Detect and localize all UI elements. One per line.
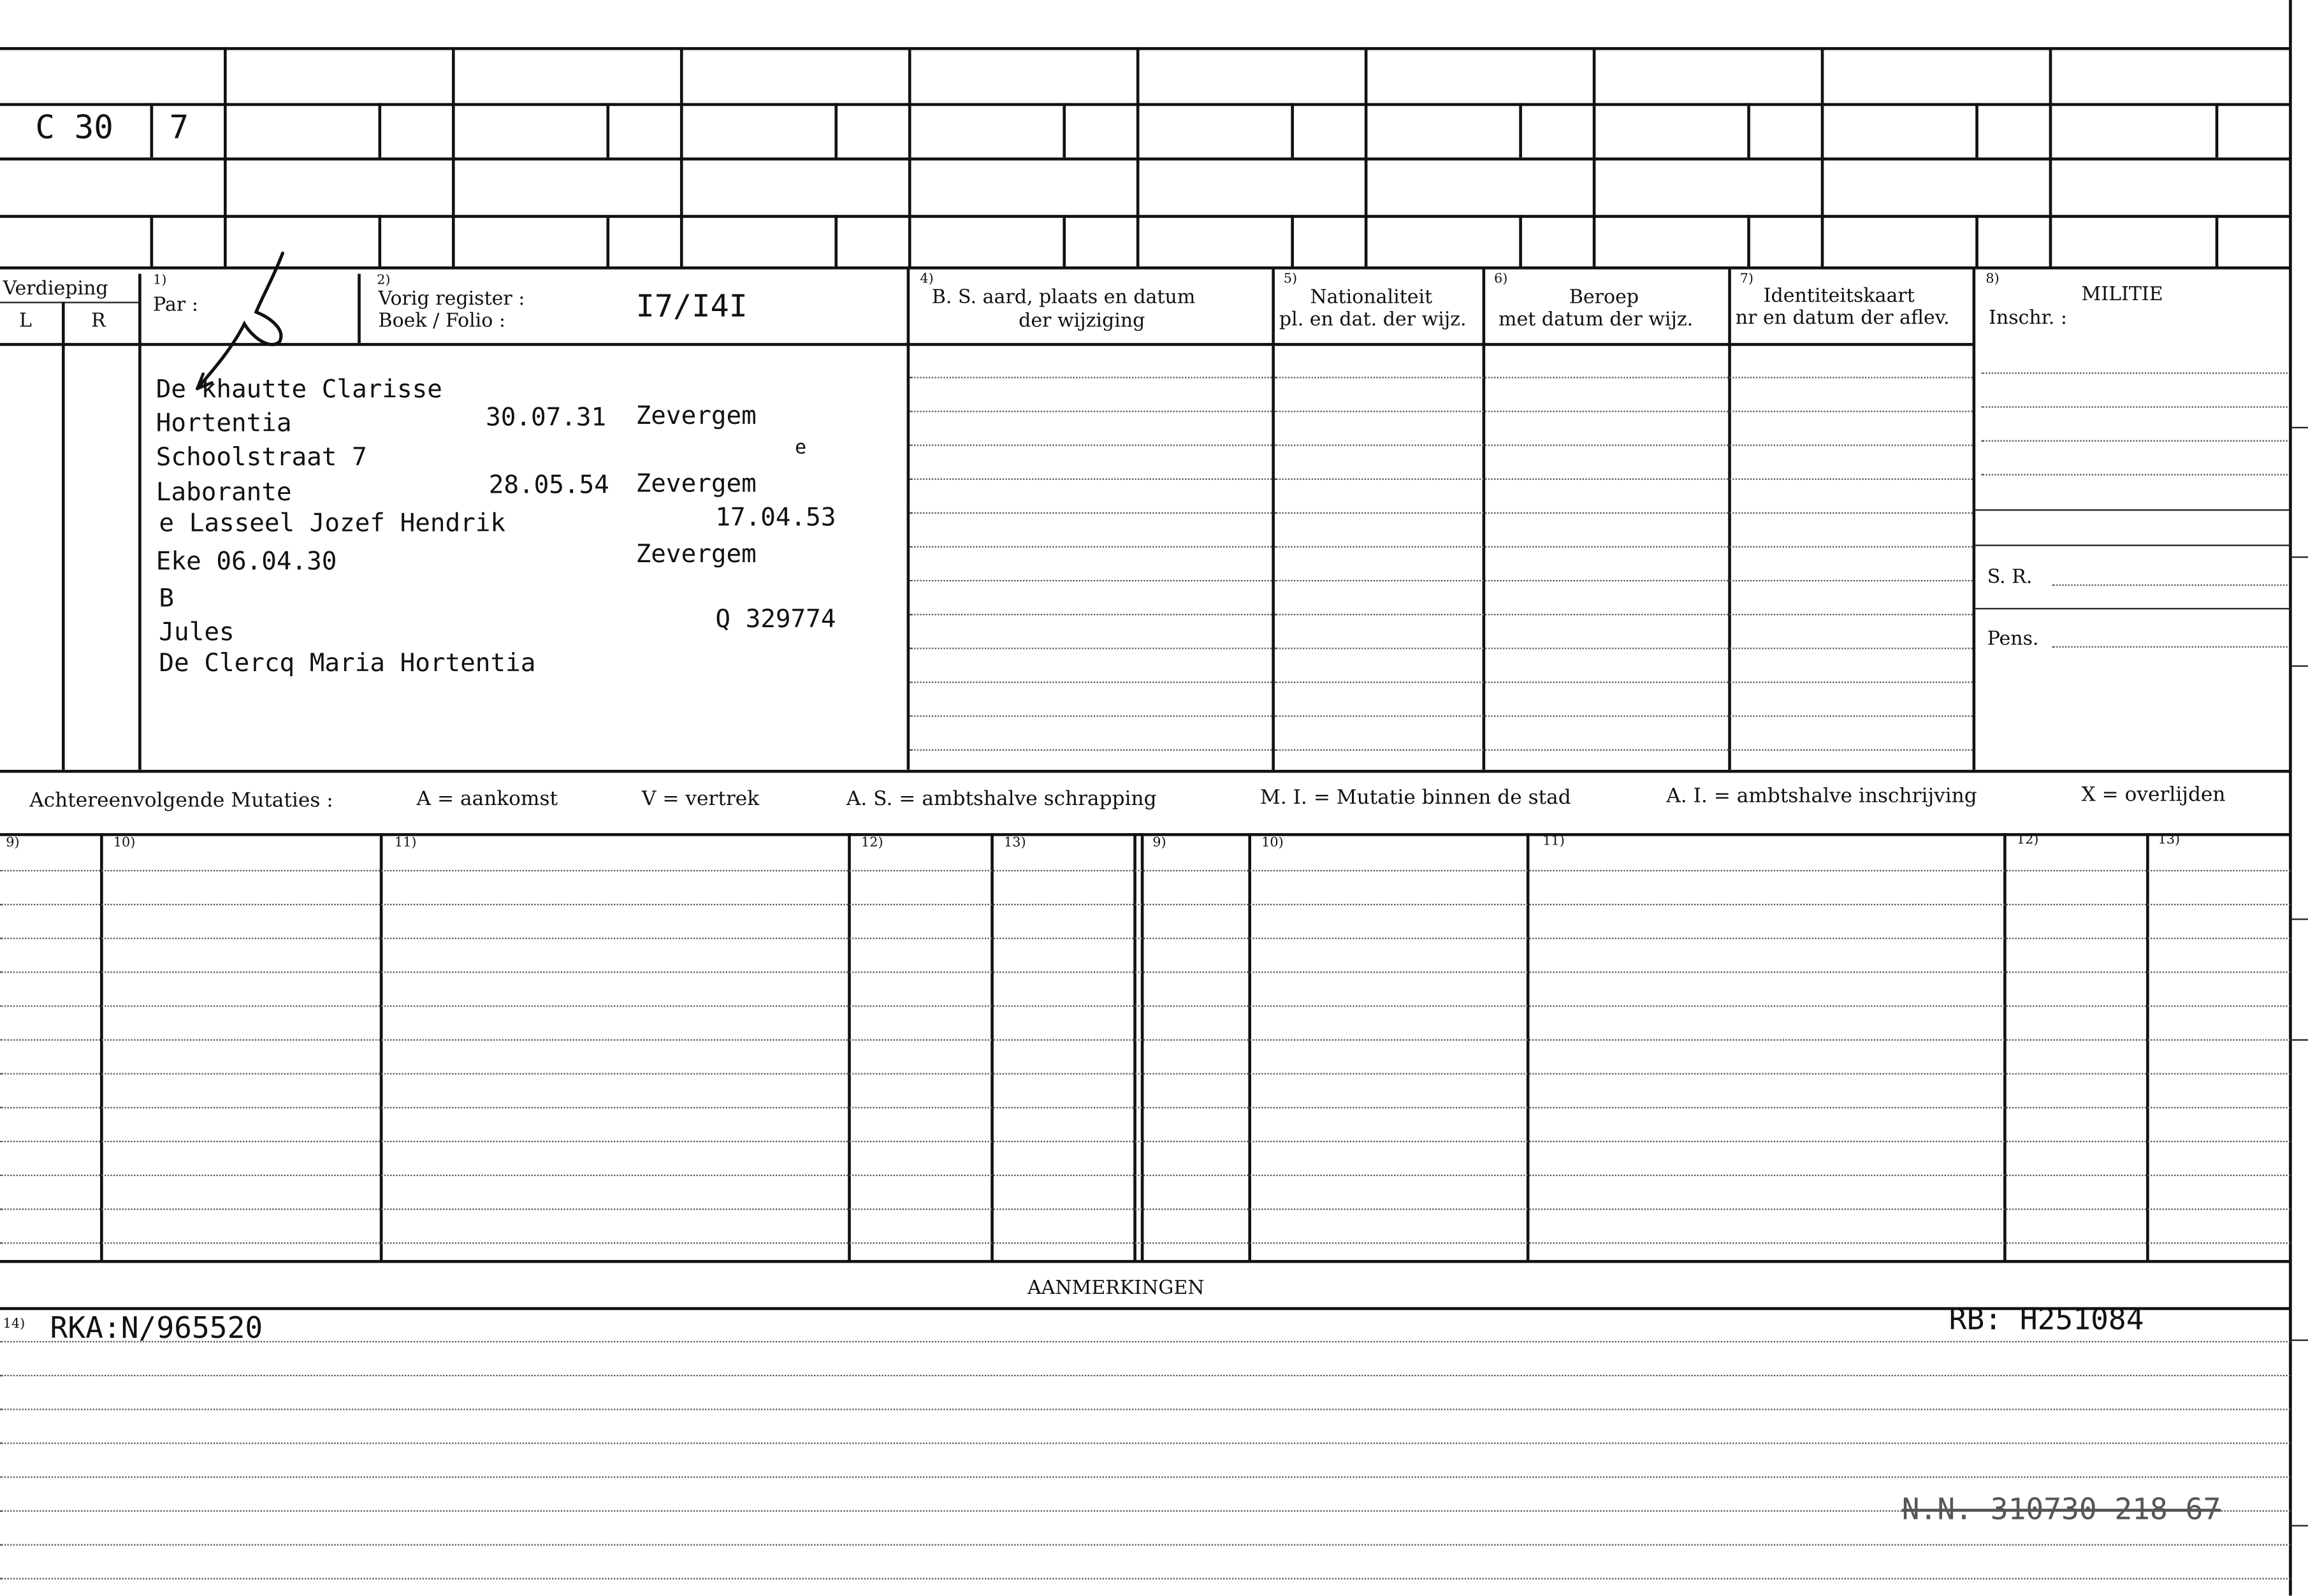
bs-label-line1: B. S. aard, plaats en datum [931, 287, 1196, 309]
person-line-6-place: Zevergem [635, 540, 757, 570]
nn-number: N.N. 310730 218 67 [1901, 1491, 2221, 1527]
mutaties-title: Achtereenvolgende Mutaties : [29, 788, 333, 813]
sr-label: S. R. [1987, 567, 2033, 589]
register-value: I7/I4I [635, 288, 748, 324]
l-label: L [19, 310, 32, 333]
person-line-4-date: 28.05.54 [488, 471, 609, 501]
nationaliteit-sublabel: pl. en dat. der wijz. [1279, 308, 1467, 331]
col-num-14: 14) [3, 1317, 25, 1333]
pens-label: Pens. [1987, 628, 2039, 651]
verdieping-label: Verdieping [3, 278, 108, 301]
col-num-7: 7) [1739, 272, 1754, 287]
code-c30: C 30 [35, 110, 113, 147]
mutatie-x: X = overlijden [2081, 783, 2226, 807]
militie-label: MILITIE [2081, 284, 2163, 307]
col-num-4: 4) [920, 272, 934, 287]
rb-number: RB: H251084 [1949, 1301, 2144, 1337]
person-line-9: De Clercq Maria Hortentia [159, 649, 536, 679]
mutatie-v: V = vertrek [641, 787, 760, 811]
identiteitskaart-sublabel: nr en datum der aflev. [1735, 307, 1950, 330]
person-line-3: Schoolstraat 7 [156, 443, 367, 473]
person-line-8-number: Q 329774 [715, 605, 836, 635]
mutatie-ai: A. I. = ambtshalve inschrijving [1666, 784, 1977, 808]
mut-col-9b: 9) [1152, 836, 1166, 851]
identiteitskaart-label: Identiteitskaart [1763, 286, 1915, 308]
col-num-8: 8) [1985, 272, 2000, 287]
person-line-2-date: 30.07.31 [486, 403, 607, 433]
col-num-1: 1) [153, 273, 167, 289]
mut-col-11a: 11) [394, 836, 417, 851]
nationaliteit-label: Nationaliteit [1310, 287, 1433, 309]
vorig-register-label: Vorig register : [378, 288, 525, 311]
beroep-sublabel: met datum der wijz. [1498, 308, 1694, 331]
person-line-4-place: Zevergem [635, 469, 757, 499]
rka-number: RKA:N/965520 [50, 1310, 263, 1346]
beroep-label: Beroep [1569, 287, 1639, 309]
mut-col-12a: 12) [860, 836, 883, 851]
code-7: 7 [169, 110, 189, 147]
person-line-8-name: Jules [159, 618, 235, 648]
inschr-label: Inschr. : [1988, 307, 2068, 330]
boek-folio-label: Boek / Folio : [378, 310, 506, 333]
mut-col-13a: 13) [1004, 836, 1026, 851]
r-label: R [91, 310, 106, 333]
col-num-6: 6) [1494, 272, 1508, 287]
person-line-3-e: e [795, 437, 807, 460]
person-line-2-name: Hortentia [156, 409, 292, 439]
person-line-7: B [159, 584, 175, 614]
mut-col-10b: 10) [1261, 836, 1284, 851]
person-line-4-job: Laborante [156, 478, 292, 508]
mutatie-a: A = aankomst [416, 787, 558, 811]
person-line-5-spouse: e Lasseel Jozef Hendrik [159, 509, 506, 539]
col-num-2: 2) [377, 273, 391, 289]
mutatie-as: A. S. = ambtshalve schrapping [846, 787, 1157, 811]
person-line-2-place: Zevergem [635, 402, 757, 432]
mut-col-11b: 11) [1542, 834, 1565, 850]
aanmerkingen-title: AANMERKINGEN [1027, 1277, 1205, 1300]
mut-col-13b: 13) [2158, 833, 2181, 848]
person-line-1: De khautte Clarisse [156, 375, 442, 405]
par-label: Par : [153, 294, 198, 317]
mutatie-mi: M. I. = Mutatie binnen de stad [1259, 786, 1571, 810]
bs-label-line2: der wijziging [1019, 310, 1145, 333]
col-num-5: 5) [1283, 272, 1298, 287]
person-line-5-date: 17.04.53 [715, 503, 836, 533]
mut-col-12b: 12) [2016, 833, 2039, 848]
person-line-6: Eke 06.04.30 [156, 548, 337, 577]
mut-col-9a: 9) [6, 836, 20, 851]
mut-col-10a: 10) [113, 836, 136, 851]
